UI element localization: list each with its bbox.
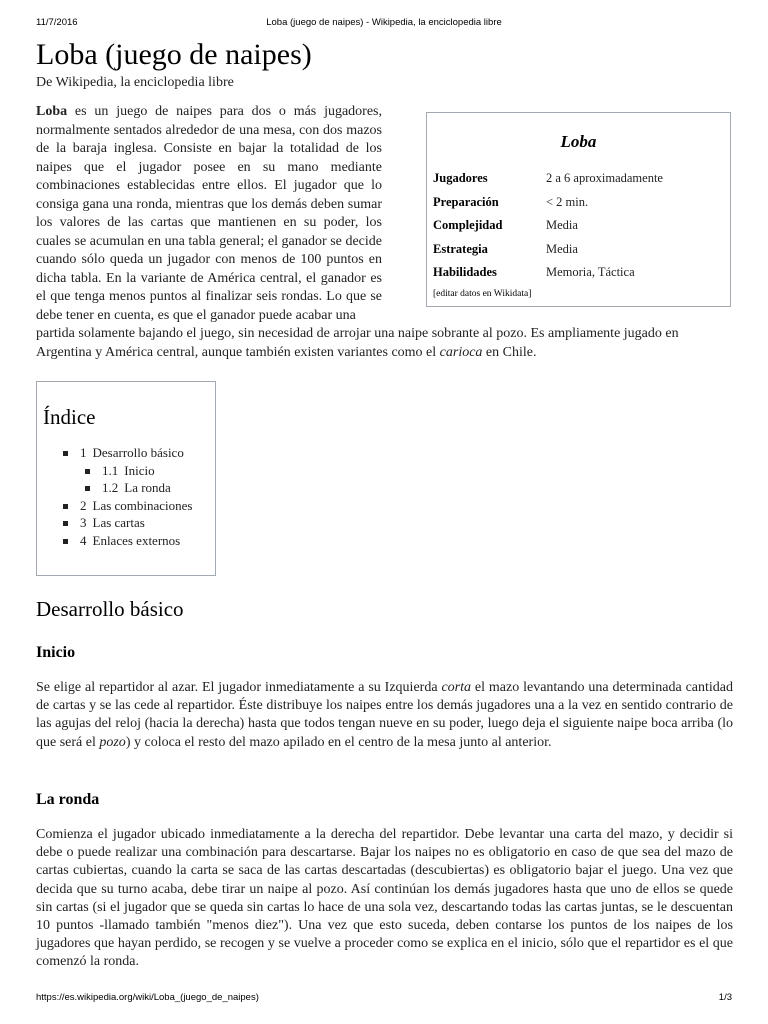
toc-label: Las combinaciones xyxy=(92,497,193,513)
section-heading-desarrollo: Desarrollo básico xyxy=(36,597,184,621)
toc-number: 1.2 xyxy=(102,480,119,495)
lead-bold-term: Loba xyxy=(36,104,68,119)
infobox-label: Habilidades xyxy=(433,265,497,280)
toc-label: Desarrollo básico xyxy=(92,445,184,460)
infobox-label: Preparación xyxy=(433,194,499,209)
pozo-link[interactable]: pozo xyxy=(99,734,126,750)
infobox-value: < 2 min. xyxy=(546,194,589,209)
print-url: https://es.wikipedia.org/wiki/Loba_(juego_de_naipes) xyxy=(36,992,259,1003)
print-page-number: 1/3 xyxy=(718,992,732,1003)
infobox-value: 2 a 6 aproximadamente xyxy=(546,171,663,186)
tagline: De Wikipedia, la enciclopedia libre xyxy=(36,75,234,90)
toc-title: Índice xyxy=(43,405,96,429)
lead-wrapped-text xyxy=(36,103,382,325)
print-page-title: Loba (juego de naipes) - Wikipedia, la enciclopedia libre xyxy=(266,17,502,28)
infobox-value: Memoria, Táctica xyxy=(546,265,635,280)
toc-item-cartas[interactable] xyxy=(63,514,215,532)
toc-label: Enlaces externos xyxy=(92,532,181,548)
inicio-text-3: ) y coloca el resto del mazo apilado en el centro de la mesa junto al anterior. xyxy=(125,734,552,750)
infobox-label: Complejidad xyxy=(433,218,503,233)
carioca-link[interactable]: carioca xyxy=(439,344,483,360)
infobox-value: Media xyxy=(546,241,578,256)
print-footer xyxy=(36,992,732,1006)
wikidata-edit-link[interactable]: [editar datos en Wikidata] xyxy=(433,288,532,299)
inicio-paragraph xyxy=(36,679,733,752)
infobox-title: Loba xyxy=(560,132,597,151)
toc-number: 4 xyxy=(80,532,87,548)
infobox-value: Media xyxy=(546,218,578,233)
toc-label: Inicio xyxy=(124,462,155,478)
toc-item-inicio[interactable] xyxy=(85,462,215,480)
toc-label: Las cartas xyxy=(92,515,145,530)
table-of-contents xyxy=(36,381,216,576)
inicio-italic-corta: corta xyxy=(441,680,471,695)
ronda-paragraph: Comienza el jugador ubicado inmediatamente a la derecha del repartidor. Debe levantar una carta del mazo, y decidir si debe o puede realizar una combinación para descartarse. Bajar los naipes no es obligatorio en caso de que sea del mazo de cartas cubiertas, cuando la carta se saca de las cartas descartadas (descubiertas) es obligatorio bajar el juego. Una vez que decida que su turno acaba, debe tirar un naipe al pozo. Así continúan los demás jugadores hasta que uno de ellos se quede sin cartas (si el jugador que se queda sin cartas lo hace de una sola vez, descartando todas las cartas juntas, se le descuentan 10 puntos -llamado también "menos diez"). Una vez que esto suceda, deben contarse los puntos de los naipes de los jugadores que hayan perdido, se recogen y se vuelve a proceder como se explica en el inicio, sólo que el repartidor es el que comenzó la ronda. xyxy=(36,827,733,970)
article-content xyxy=(36,36,733,970)
lead-paragraph xyxy=(36,103,733,362)
lead-text-2: partida solamente bajando el juego, sin necesidad de arrojar una naipe sobrante al pozo. Es ampliamente jugado en Argentina y América central, aunque también existen variantes como el xyxy=(36,326,679,360)
infobox-label: Jugadores xyxy=(433,171,488,186)
toc-item-combinaciones[interactable] xyxy=(63,497,215,515)
inicio-text-2: el mazo levantando una determinada cantidad de cartas y se las cede al repartidor. Éste distribuye los naipes entre los demás jugadores una a la vez en sentido contrario de las agujas del reloj (hacia la derecha) hasta que todos tengan nueve en su poder, luego deja el siguiente naipe boca arriba (lo que será el xyxy=(36,680,733,750)
toc-item-desarrollo[interactable] xyxy=(63,444,215,462)
toc-item-ronda[interactable] xyxy=(85,479,215,497)
print-date: 11/7/2016 xyxy=(36,17,78,28)
print-header xyxy=(36,17,732,31)
page-title: Loba (juego de naipes) xyxy=(36,38,312,71)
toc-item-enlaces[interactable] xyxy=(63,532,215,550)
section-heading-ronda: La ronda xyxy=(36,791,100,808)
toc-number: 2 xyxy=(80,497,87,513)
toc-list xyxy=(63,444,215,549)
toc-label: La ronda xyxy=(124,480,171,495)
toc-number: 3 xyxy=(80,515,87,530)
section-heading-inicio: Inicio xyxy=(36,644,76,661)
lead-text-1: es un juego de naipes para dos o más jugadores, normalmente sentados alrededor de una mesa, con dos mazos de la baraja inglesa. Consiste en bajar la totalidad de los naipes que el jugador posee en su mano mediante combinaciones establecidas entre ellos. El jugador que lo consiga gana una ronda, mientras que los demás deben sumar los valores de las cartas que mantienen en su poder, los cuales se acumulan en una tabla general; el ganador se decide cuando sólo queda un jugador con menos de 100 puntos en dicha tabla. En la variante de América central, el ganador es el que tenga menos puntos al finalizar seis rondas. Lo que se debe tener en cuenta, es que el ganador puede acabar una xyxy=(36,104,382,323)
toc-number: 1.1 xyxy=(102,462,119,478)
toc-number: 1 xyxy=(80,445,87,460)
lead-text-3: en Chile. xyxy=(482,344,537,360)
inicio-text-1: Se elige al repartidor al azar. El jugador inmediatamente a su Izquierda xyxy=(36,680,442,695)
lead-full-text xyxy=(36,325,733,362)
infobox-label: Estrategia xyxy=(433,241,488,256)
